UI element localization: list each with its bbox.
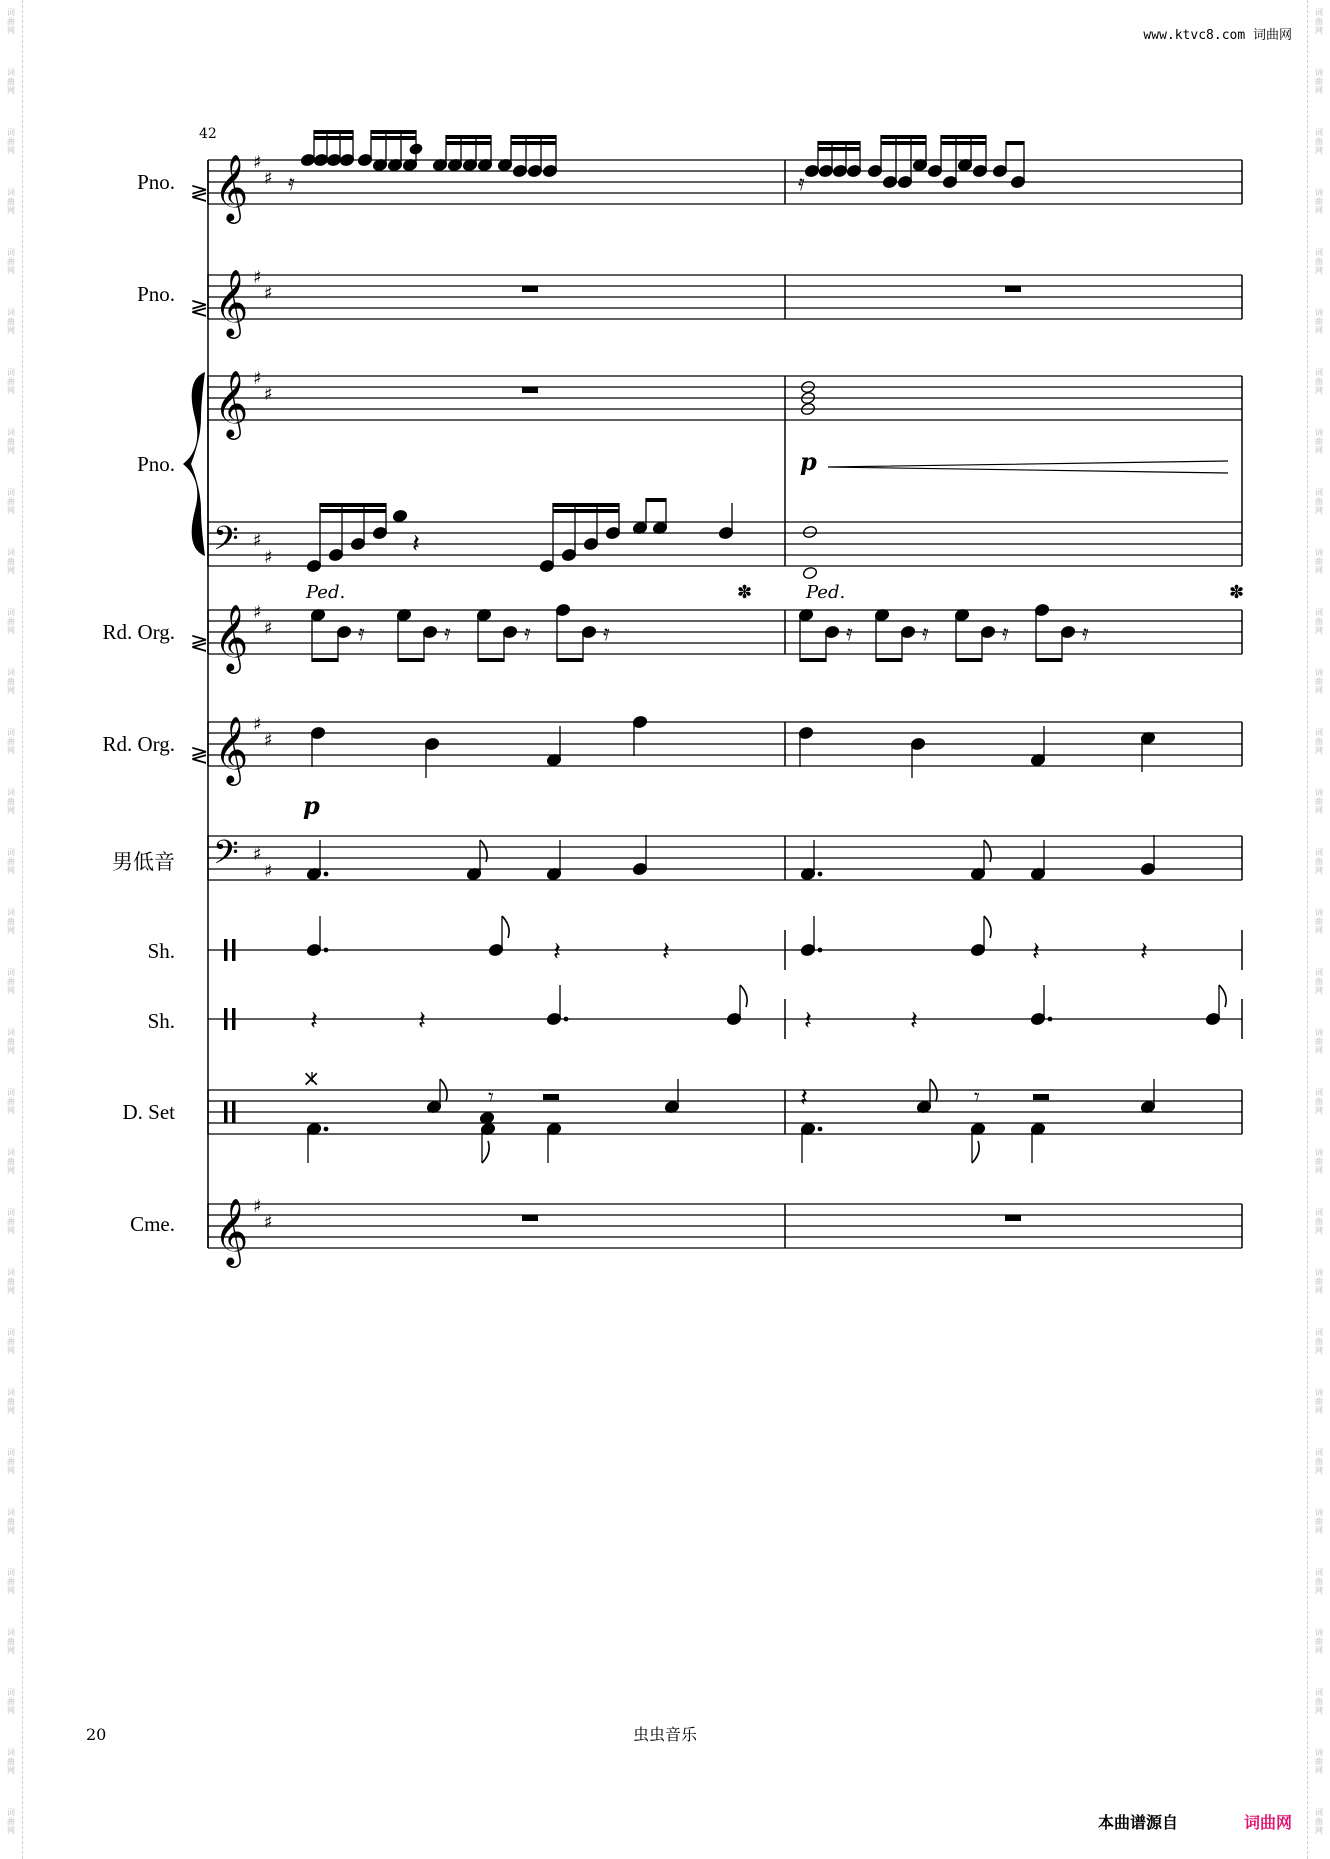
beam (956, 658, 982, 662)
beam (881, 141, 926, 145)
pedal-down-mark: Ped. (806, 582, 846, 603)
beam (818, 147, 860, 151)
watermark-glyph: 词 曲 网 (1315, 968, 1323, 995)
sixteenth-rest-icon: 𝄿 (444, 621, 451, 646)
sixteenth-rest-icon: 𝄿 (603, 621, 610, 646)
watermark-glyph: 词 曲 网 (7, 1328, 15, 1355)
bass-clef-icon: 𝄢 (213, 520, 239, 566)
watermark-glyph: 词 曲 网 (1315, 1808, 1323, 1835)
quarter-rest-icon: 𝄽 (800, 1083, 808, 1113)
note-flag (1219, 985, 1226, 1007)
beam (553, 503, 619, 507)
note-flag (984, 840, 991, 862)
watermark-glyph: 词 曲 网 (7, 1148, 15, 1175)
sixteenth-rest-icon: 𝄿 (524, 621, 531, 646)
watermark-glyph: 词 曲 网 (1315, 488, 1323, 515)
dot (818, 872, 823, 877)
beam (320, 503, 386, 507)
instrument-label-reed-organ-2: Rd. Org. (102, 732, 175, 756)
watermark-glyph: 词 曲 网 (1315, 908, 1323, 935)
sharp-icon: ♯ (253, 1196, 262, 1217)
quarter-rest-icon: 𝄽 (412, 529, 420, 559)
dot (324, 948, 329, 953)
beam (312, 658, 338, 662)
watermark-glyph: 词 曲 网 (1315, 428, 1323, 455)
percussion-clef-icon (232, 939, 236, 961)
sharp-icon: ♯ (264, 730, 273, 751)
page-number: 20 (86, 1725, 107, 1744)
note-flag (984, 916, 991, 938)
sharp-icon: ♯ (253, 530, 262, 551)
watermark-glyph: 词 曲 网 (1315, 68, 1323, 95)
quarter-rest-icon: 𝄽 (804, 1006, 812, 1036)
pedal-down-mark: Ped. (306, 582, 346, 603)
beam (314, 136, 353, 140)
watermark-glyph: 词 曲 网 (7, 1208, 15, 1235)
watermark-glyph: 词 曲 网 (7, 368, 15, 395)
whole-rest (1033, 1094, 1049, 1100)
note-head (408, 142, 424, 156)
beam (1036, 658, 1062, 662)
watermark-glyph: 词 曲 网 (7, 1568, 15, 1595)
decrescendo-hairpin (828, 461, 1228, 473)
sharp-icon: ♯ (253, 844, 262, 865)
watermark-glyph: 词 曲 网 (1315, 728, 1323, 755)
watermark-glyph: 词 曲 网 (1315, 1688, 1323, 1715)
note-head (392, 509, 408, 523)
bar-number: 42 (199, 126, 217, 142)
dot (324, 1127, 329, 1132)
beam (557, 658, 583, 662)
sharp-icon: ♯ (264, 547, 273, 568)
watermark-glyph: 词 曲 网 (7, 248, 15, 275)
note-flag (502, 916, 509, 938)
sixteenth-rest-icon: 𝄿 (1082, 621, 1089, 646)
beam (818, 141, 860, 145)
sharp-icon: ♯ (253, 152, 262, 173)
sharp-icon: ♯ (264, 168, 273, 189)
watermark-glyph: 词 曲 网 (7, 188, 15, 215)
watermark-glyph: 词 曲 网 (7, 68, 15, 95)
watermark-glyph: 词 曲 网 (1315, 1448, 1323, 1475)
instrument-bracket-icon: ≷ (190, 743, 209, 768)
watermark-glyph: 词 曲 网 (1315, 188, 1323, 215)
note-head (802, 566, 818, 580)
dot (818, 948, 823, 953)
whole-rest (543, 1094, 559, 1100)
watermark-glyph: 词 曲 网 (1315, 1628, 1323, 1655)
sharp-icon: ♯ (264, 384, 273, 405)
instrument-bracket-icon: ≷ (190, 181, 209, 206)
pedal-up-mark: ✽ (737, 582, 753, 603)
watermark-glyph: 词 曲 网 (7, 488, 15, 515)
quarter-rest-icon: 𝄽 (553, 937, 561, 967)
beam (320, 509, 386, 513)
sixteenth-rest-icon: 𝄿 (922, 621, 929, 646)
watermark-glyph: 词 曲 网 (7, 608, 15, 635)
watermark-glyph: 词 曲 网 (7, 1448, 15, 1475)
watermark-glyph: 词 曲 网 (1315, 1208, 1323, 1235)
treble-clef-icon: 𝄞 (214, 153, 249, 221)
sixteenth-rest-icon: 𝄿 (1002, 621, 1009, 646)
beam (314, 130, 353, 134)
sharp-icon: ♯ (253, 267, 262, 288)
dynamic-piano: p (800, 447, 817, 476)
beam (1006, 141, 1024, 145)
watermark-glyph: 词 曲 网 (7, 788, 15, 815)
beam (371, 130, 416, 134)
beam (941, 135, 986, 139)
watermark-glyph: 词 曲 网 (7, 1088, 15, 1115)
dot (818, 1127, 823, 1132)
watermark-glyph: 词 曲 网 (1315, 368, 1323, 395)
instrument-label-bass-voice: 男低音 (112, 850, 175, 874)
beam (446, 135, 491, 139)
watermark-glyph: 词 曲 网 (1315, 548, 1323, 575)
eighth-rest-icon: 𝄾 (488, 1085, 494, 1110)
watermark-glyph: 词 曲 网 (1315, 8, 1323, 35)
treble-clef-icon: 𝄞 (214, 268, 249, 336)
grand-staff-brace-icon (183, 372, 205, 556)
note-flag (972, 1141, 979, 1163)
sixteenth-rest-icon: 𝄿 (798, 171, 805, 196)
watermark-glyph: 词 曲 网 (1315, 248, 1323, 275)
quarter-rest-icon: 𝄽 (662, 937, 670, 967)
footer-source-label: 本曲谱源自 (1098, 1813, 1179, 1832)
note-flag (740, 985, 747, 1007)
watermark-glyph: 词 曲 网 (1315, 668, 1323, 695)
watermark-glyph: 词 曲 网 (1315, 1268, 1323, 1295)
beam (800, 658, 826, 662)
sharp-icon: ♯ (264, 618, 273, 639)
beam (398, 658, 424, 662)
instrument-bracket-icon: ≷ (190, 631, 209, 656)
watermark-glyph: 词 曲 网 (7, 1388, 15, 1415)
sixteenth-rest-icon: 𝄿 (846, 621, 853, 646)
beam (646, 498, 666, 502)
percussion-clef-icon (224, 1008, 228, 1030)
footer-brand: 词曲网 (1244, 1813, 1293, 1832)
instrument-label-piano-1: Pno. (137, 170, 175, 194)
watermark-glyph: 词 曲 网 (1315, 128, 1323, 155)
instrument-label-reed-organ-1: Rd. Org. (102, 620, 175, 644)
watermark-glyph: 词 曲 网 (1315, 1388, 1323, 1415)
quarter-rest-icon: 𝄽 (910, 1006, 918, 1036)
note-head (802, 525, 818, 539)
watermark-glyph: 词 曲 网 (7, 1268, 15, 1295)
instrument-label-celeste: Cme. (130, 1212, 175, 1236)
watermark-glyph: 词 曲 网 (7, 848, 15, 875)
dot (324, 872, 329, 877)
watermark-glyph: 词 曲 网 (1315, 608, 1323, 635)
note-flag (480, 840, 487, 862)
dynamic-piano: p (303, 791, 320, 820)
watermark-glyph: 词 曲 网 (1315, 848, 1323, 875)
sixteenth-rest-icon: 𝄿 (358, 621, 365, 646)
watermark-glyph: 词 曲 网 (1315, 308, 1323, 335)
pedal-up-mark: ✽ (1229, 582, 1245, 603)
instrument-label-piano-3: Pno. (137, 452, 175, 476)
beam (941, 141, 986, 145)
beam (511, 141, 556, 145)
instrument-label-drum-set: D. Set (122, 1100, 175, 1124)
watermark-glyph: 词 曲 网 (7, 728, 15, 755)
watermark-glyph: 词 曲 网 (7, 1808, 15, 1835)
watermark-glyph: 词 曲 网 (7, 128, 15, 155)
dot (1048, 1017, 1053, 1022)
watermark-glyph: 词 曲 网 (7, 1028, 15, 1055)
beam (881, 135, 926, 139)
eighth-rest-icon: 𝄾 (974, 1085, 980, 1110)
watermark-glyph: 词 曲 网 (7, 8, 15, 35)
watermark-glyph: 词 曲 网 (1315, 1148, 1323, 1175)
watermark-glyph: 词 曲 网 (7, 1748, 15, 1775)
quarter-rest-icon: 𝄽 (1032, 937, 1040, 967)
beam (478, 658, 504, 662)
quarter-rest-icon: 𝄽 (418, 1006, 426, 1036)
watermark-glyph: 词 曲 网 (7, 1628, 15, 1655)
watermark-glyph: 词 曲 网 (7, 308, 15, 335)
watermark-glyph: 词 曲 网 (1315, 788, 1323, 815)
watermark-glyph: 词 曲 网 (1315, 1508, 1323, 1535)
dot (564, 1017, 569, 1022)
beam (876, 658, 902, 662)
sharp-icon: ♯ (264, 283, 273, 304)
watermark-glyph: 词 曲 网 (7, 548, 15, 575)
percussion-clef-icon (224, 1101, 228, 1123)
instrument-label-shaker-1: Sh. (147, 939, 175, 963)
watermark-glyph: 词 曲 网 (1315, 1028, 1323, 1055)
watermark-glyph: 词 曲 网 (7, 1688, 15, 1715)
watermark-glyph: 词 曲 网 (7, 968, 15, 995)
instrument-bracket-icon: ≷ (190, 296, 209, 321)
treble-clef-icon: 𝄞 (214, 715, 249, 783)
watermark-glyph: 词 曲 网 (1315, 1328, 1323, 1355)
sharp-icon: ♯ (253, 368, 262, 389)
watermark-glyph: 词 曲 网 (7, 1508, 15, 1535)
beam (511, 135, 556, 139)
treble-clef-icon: 𝄞 (214, 369, 249, 437)
watermark-glyph: 词 曲 网 (1315, 1748, 1323, 1775)
percussion-clef-icon (232, 1008, 236, 1030)
cymbal-note-icon: × (302, 1067, 321, 1092)
watermark-glyph: 词 曲 网 (7, 668, 15, 695)
treble-clef-icon: 𝄞 (214, 603, 249, 671)
watermark-glyph: 词 曲 网 (1315, 1568, 1323, 1595)
whole-rest (522, 387, 538, 393)
sharp-icon: ♯ (253, 602, 262, 623)
sharp-icon: ♯ (264, 1212, 273, 1233)
site-url: www.ktvc8.com 词曲网 (1143, 28, 1292, 43)
whole-rest (1005, 1215, 1021, 1221)
quarter-rest-icon: 𝄽 (1140, 937, 1148, 967)
beam (553, 509, 619, 513)
sixteenth-rest-icon: 𝄿 (288, 171, 295, 196)
watermark-glyph: 词 曲 网 (7, 908, 15, 935)
whole-rest (1005, 286, 1021, 292)
sharp-icon: ♯ (264, 861, 273, 882)
instrument-label-piano-2: Pno. (137, 282, 175, 306)
percussion-clef-icon (224, 939, 228, 961)
instrument-label-shaker-2: Sh. (147, 1009, 175, 1033)
whole-rest (522, 1215, 538, 1221)
percussion-clef-icon (232, 1101, 236, 1123)
beam (446, 141, 491, 145)
footer-publisher: 虫虫音乐 (632, 1725, 697, 1744)
whole-rest (522, 286, 538, 292)
sharp-icon: ♯ (253, 714, 262, 735)
bass-clef-icon: 𝄢 (213, 834, 239, 880)
watermark-glyph: 词 曲 网 (1315, 1088, 1323, 1115)
quarter-rest-icon: 𝄽 (310, 1006, 318, 1036)
watermark-glyph: 词 曲 网 (7, 428, 15, 455)
note-flag (482, 1141, 489, 1163)
beam (371, 136, 416, 140)
treble-clef-icon: 𝄞 (214, 1197, 249, 1265)
